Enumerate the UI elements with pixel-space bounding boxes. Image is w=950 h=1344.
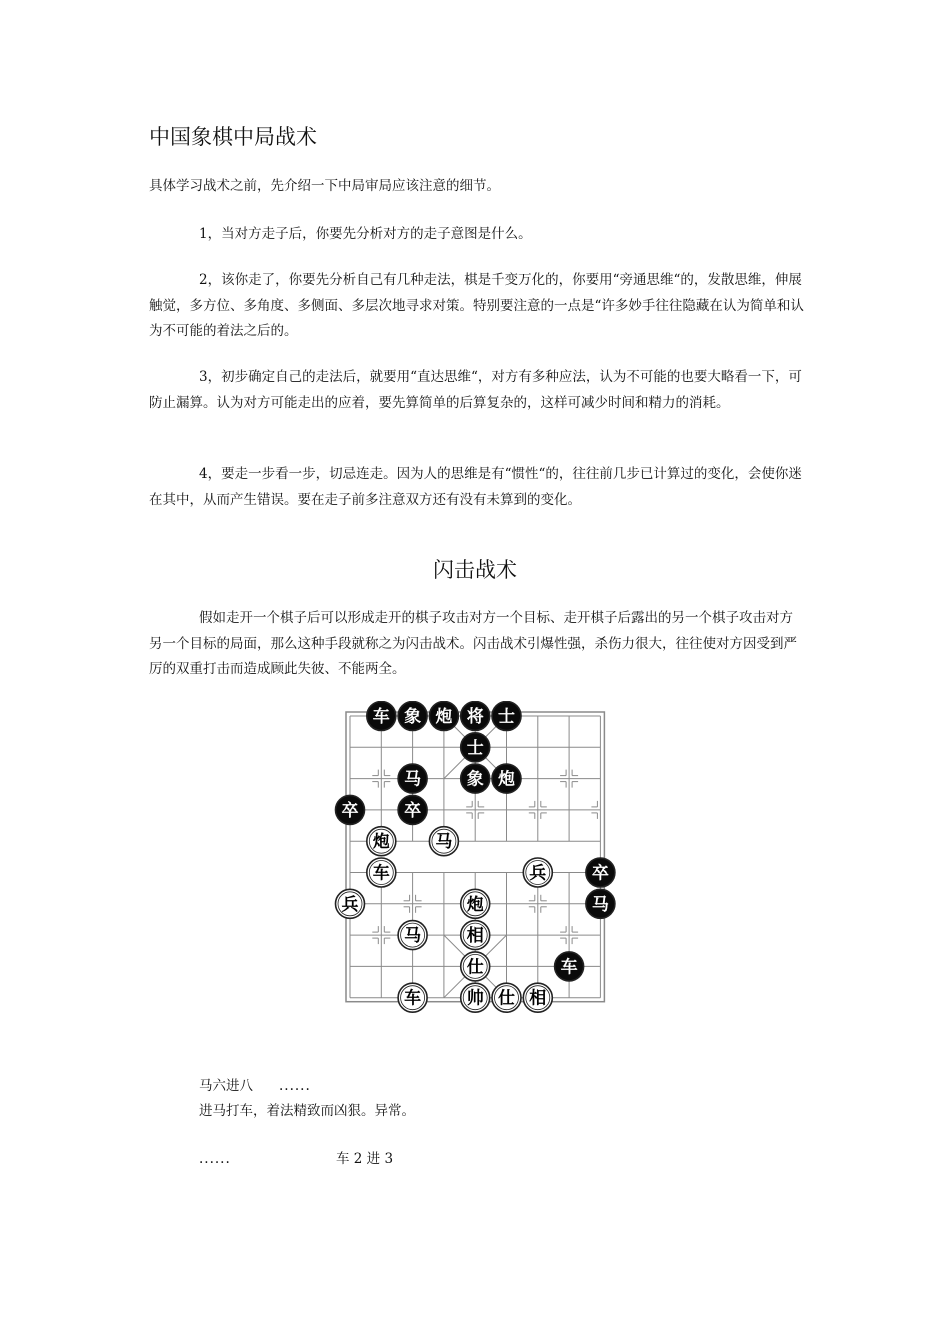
piece-label: 马 [435,832,453,853]
piece-label: 马 [591,894,609,915]
intro-paragraph: 具体学习战术之前，先介绍一下中局审局应该注意的细节。 [149,178,500,194]
move-line-1 [199,1076,311,1096]
piece-label: 车 [372,707,390,727]
black-piece [586,889,615,918]
black-piece [461,733,490,762]
piece-label: 车 [560,957,578,978]
red-piece [492,983,521,1012]
red-piece [523,983,552,1012]
piece-label: 车 [372,863,390,884]
tip-paragraph-3: 3，初步确定自己的走法后，就要用“直达思维“，对方有多种应法，认为不可能的也要大略看一下，可防止漏算。认为对方可能走出的应着，要先算简单的后算复杂的，这样可减少时间和精力的消耗。 [149,369,802,411]
piece-label: 相 [529,988,547,1009]
black-piece [461,764,490,793]
piece-label: 炮 [372,832,390,853]
tip-paragraph-2: 2，该你走了，你要先分析自己有几种走法，棋是千变万化的，你要用“旁通思维“的，发散思维，伸展触觉，多方位、多角度、多侧面、多层次地寻求对策。特别要注意的一点是“许多妙手往往隐藏在认为简单和认为不可能的着法之后的。 [149,272,804,339]
move-line-2 [199,1149,393,1169]
move-line-1-reply: ...... [279,1078,311,1094]
piece-label: 象 [466,769,484,790]
piece-label: 马 [404,926,422,947]
black-piece [586,858,615,887]
black-piece [336,795,365,824]
black-piece [398,764,427,793]
tip-paragraph-4: 4，要走一步看一步，切忌连走。因为人的思维是有“惯性“的，往往前几步已计算过的变化，会使你迷在其中，从而产生错误。要在走子前多注意双方还有没有未算到的变化。 [149,466,802,508]
red-piece [398,983,427,1012]
black-piece [492,702,521,731]
piece-label: 炮 [435,707,453,727]
red-piece [461,889,490,918]
piece-label: 兵 [341,894,359,915]
xiangqi-board-diagram [334,701,616,1014]
piece-label: 象 [404,707,422,727]
black-piece [367,702,396,731]
piece-label: 卒 [341,800,359,821]
move-line-2-reply: 车 2 进 3 [336,1151,394,1167]
piece-label: 仕 [498,988,515,1009]
red-piece [461,952,490,981]
black-piece [461,702,490,731]
black-piece [492,764,521,793]
black-piece [398,702,427,731]
piece-label: 仕 [466,957,484,978]
move-line-2-move: ...... [199,1151,231,1167]
section-title: 闪击战术 [433,558,517,582]
red-piece [367,827,396,856]
black-piece [429,702,458,731]
red-piece [398,921,427,950]
page-title: 中国象棋中局战术 [149,125,317,149]
section-paragraph: 假如走开一个棋子后可以形成走开的棋子攻击对方一个目标、走开棋子后露出的另一个棋子攻击对方另一个目标的局面，那么这种手段就称之为闪击战术。闪击战术引爆性强，杀伤力很大，往往使对方因受到严厉的双重打击而造成顾此失彼、不能两全。 [149,610,797,677]
piece-label: 士 [466,738,484,759]
piece-label: 相 [466,926,484,947]
piece-label: 卒 [591,863,609,884]
move-line-1-move: 马六进八 [199,1078,253,1094]
red-piece [429,827,458,856]
piece-label: 兵 [529,863,547,884]
piece-label: 炮 [466,894,484,915]
piece-label: 将 [466,707,484,727]
piece-label: 马 [404,769,422,790]
move-comment: 进马打车，着法精致而凶狠。异常。 [199,1103,415,1119]
red-piece [461,983,490,1012]
tip-paragraph-1: 1，当对方走子后，你要先分析对方的走子意图是什么。 [199,226,532,242]
piece-label: 帅 [466,988,484,1009]
piece-label: 炮 [498,769,515,790]
red-piece [336,889,365,918]
black-piece [555,952,584,981]
piece-label: 卒 [404,800,422,821]
piece-label: 士 [498,707,515,727]
black-piece [398,795,427,824]
red-piece [523,858,552,887]
red-piece [367,858,396,887]
red-piece [461,921,490,950]
piece-label: 车 [404,988,422,1009]
